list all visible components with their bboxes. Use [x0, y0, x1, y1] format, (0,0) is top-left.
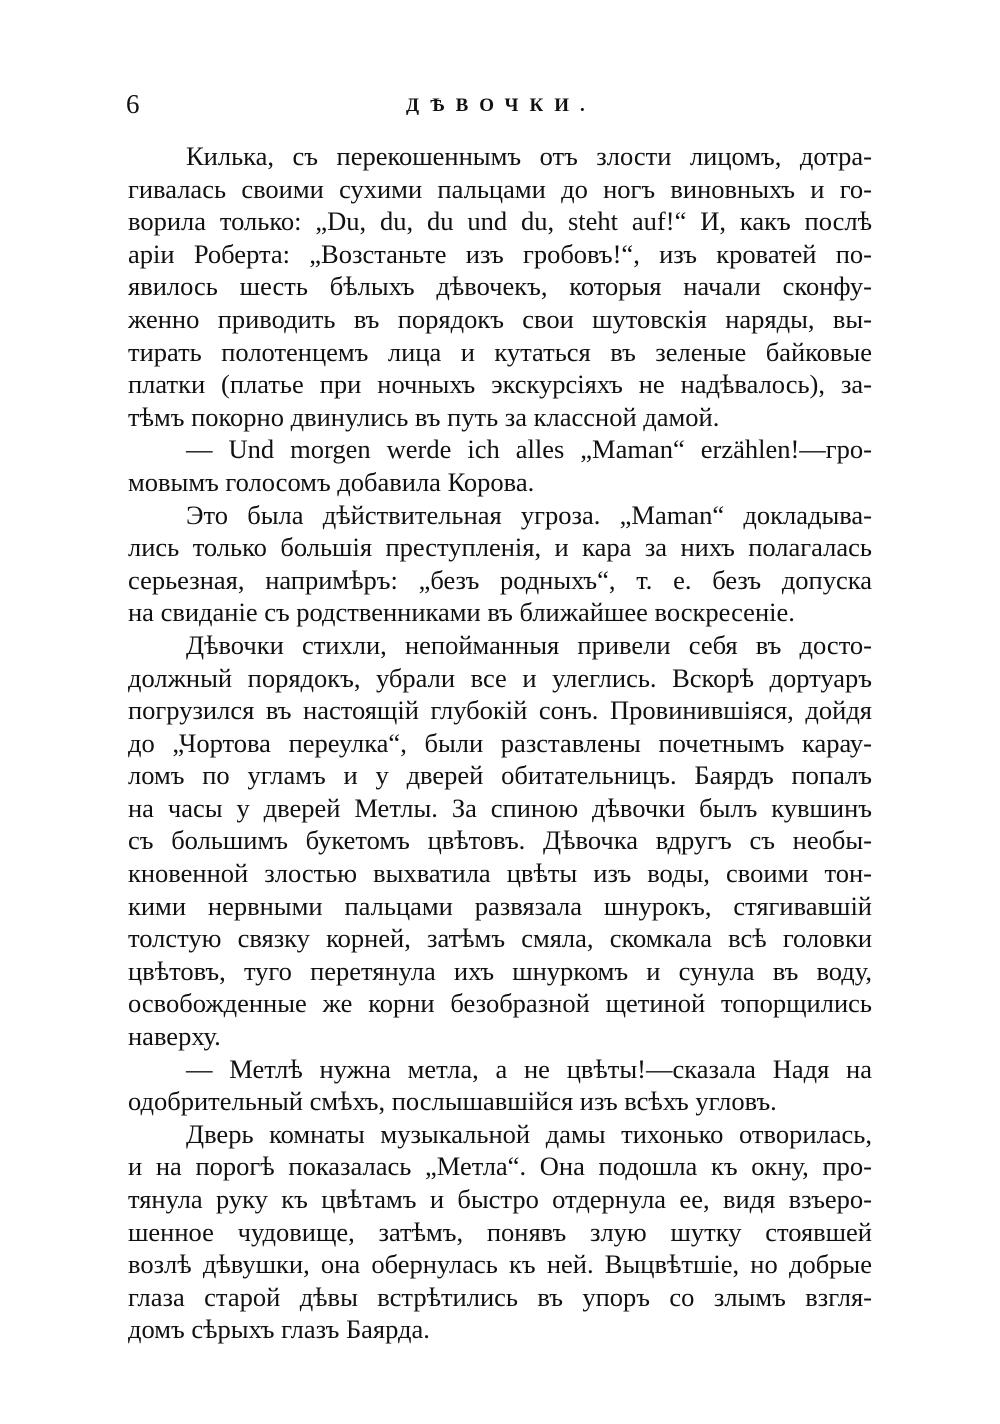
- paragraph: [128, 433, 872, 498]
- text-line: тѣмъ покорно двинулись въ путь за классной дамой.: [128, 401, 720, 432]
- text-line: наверху.: [128, 1021, 221, 1052]
- text-line: тирать полотенцемъ лица и кутаться въ зеленые байковые: [128, 336, 872, 367]
- text-line: домъ сѣрыхъ глазъ Баярда.: [128, 1314, 430, 1345]
- text-line: толстую связку корней, затѣмъ смяла, скомкала всѣ головки: [128, 923, 872, 954]
- text-line: освобожденные же корни безобразной щетиной топорщились: [128, 988, 872, 1019]
- text-line: — Метлѣ нужна метла, а не цвѣты!—сказала Надя на: [186, 1053, 872, 1084]
- text-line: — Und morgen werde ich alles „Maman“ erzählen!—гро-: [186, 434, 872, 465]
- text-line: явилось шесть бѣлыхъ дѣвочекъ, которыя начали сконфу-: [128, 271, 872, 302]
- paragraph: [128, 1118, 872, 1346]
- text-line: Дѣвочки стихли, непойманныя привели себя въ досто-: [186, 629, 872, 660]
- running-title: ДѢВОЧКИ.: [406, 95, 596, 116]
- text-line: мовымъ голосомъ добавила Корова.: [128, 466, 535, 497]
- paragraph: [128, 140, 872, 433]
- text-line: Это была дѣйствительная угроза. „Maman“ докладыва-: [186, 499, 872, 530]
- text-line: погрузился въ настоящій глубокій сонъ. Провинившіяся, дойдя: [128, 695, 872, 726]
- text-line: на часы у дверей Метлы. За спиною дѣвочки былъ кувшинъ: [128, 792, 872, 823]
- body-text: [128, 140, 872, 1346]
- text-line: тянула руку къ цвѣтамъ и быстро отдернула ее, видя взъеро-: [128, 1184, 872, 1214]
- text-line: гивалась своими сухими пальцами до ногъ виновныхъ и го-: [128, 173, 872, 204]
- text-line: серьезная, напримѣръ: „безъ родныхъ“, т. е. безъ допуска: [128, 564, 872, 595]
- page-number: 6: [126, 89, 140, 119]
- text-line: ворила только: „Du, du, du und du, steht auf!“ И, какъ послѣ: [128, 206, 872, 237]
- text-line: шенное чудовище, затѣмъ, понявъ злую шутку стоявшей: [128, 1216, 872, 1247]
- text-line: одобрительный смѣхъ, послышавшійся изъ всѣхъ угловъ.: [128, 1086, 777, 1117]
- text-line: платки (платье при ночныхъ экскурсіяхъ не надѣвалось), за-: [128, 369, 872, 400]
- text-line: женно приводить въ порядокъ свои шутовскія наряды, вы-: [128, 303, 872, 334]
- text-line: и на порогѣ показалась „Метла“. Она подошла къ окну, про-: [128, 1151, 872, 1182]
- text-line: лись только большія преступленія, и кара за нихъ полагалась: [128, 532, 872, 563]
- text-line: возлѣ дѣвушки, она обернулась къ ней. Выцвѣтшіе, но добрые: [128, 1249, 872, 1280]
- text-line: Килька, съ перекошеннымъ отъ злости лицомъ, дотра-: [186, 141, 872, 171]
- text-line: до „Чортова переулка“, были разставлены почетнымъ карау-: [128, 727, 872, 758]
- paragraph: [128, 499, 872, 629]
- text-line: кими нервными пальцами развязала шнурокъ, стягивавшій: [128, 890, 872, 921]
- text-line: кновенной злостью выхватила цвѣты изъ воды, своими тон-: [128, 858, 872, 889]
- text-line: съ большимъ букетомъ цвѣтовъ. Дѣвочка вдругъ съ необы-: [128, 825, 872, 856]
- text-line: цвѣтовъ, туго перетянула ихъ шнуркомъ и сунула въ воду,: [128, 955, 872, 986]
- running-head: [126, 86, 874, 122]
- text-line: на свиданіе съ родственниками въ ближайшее воскресеніе.: [128, 597, 795, 628]
- paragraph: [128, 1053, 872, 1118]
- text-line: Дверь комнаты музыкальной дамы тихонько отворилась,: [186, 1118, 872, 1149]
- text-line: аріи Роберта: „Возстаньте изъ гробовъ!“, изъ кроватей по-: [128, 238, 872, 269]
- text-line: ломъ по угламъ и у дверей обитательницъ. Баярдъ попалъ: [128, 760, 872, 791]
- text-line: должный порядокъ, убрали все и улеглись. Вскорѣ дортуаръ: [128, 662, 872, 693]
- paragraph: [128, 629, 872, 1053]
- text-line: глаза старой дѣвы встрѣтились въ упоръ со злымъ взгля-: [128, 1281, 872, 1312]
